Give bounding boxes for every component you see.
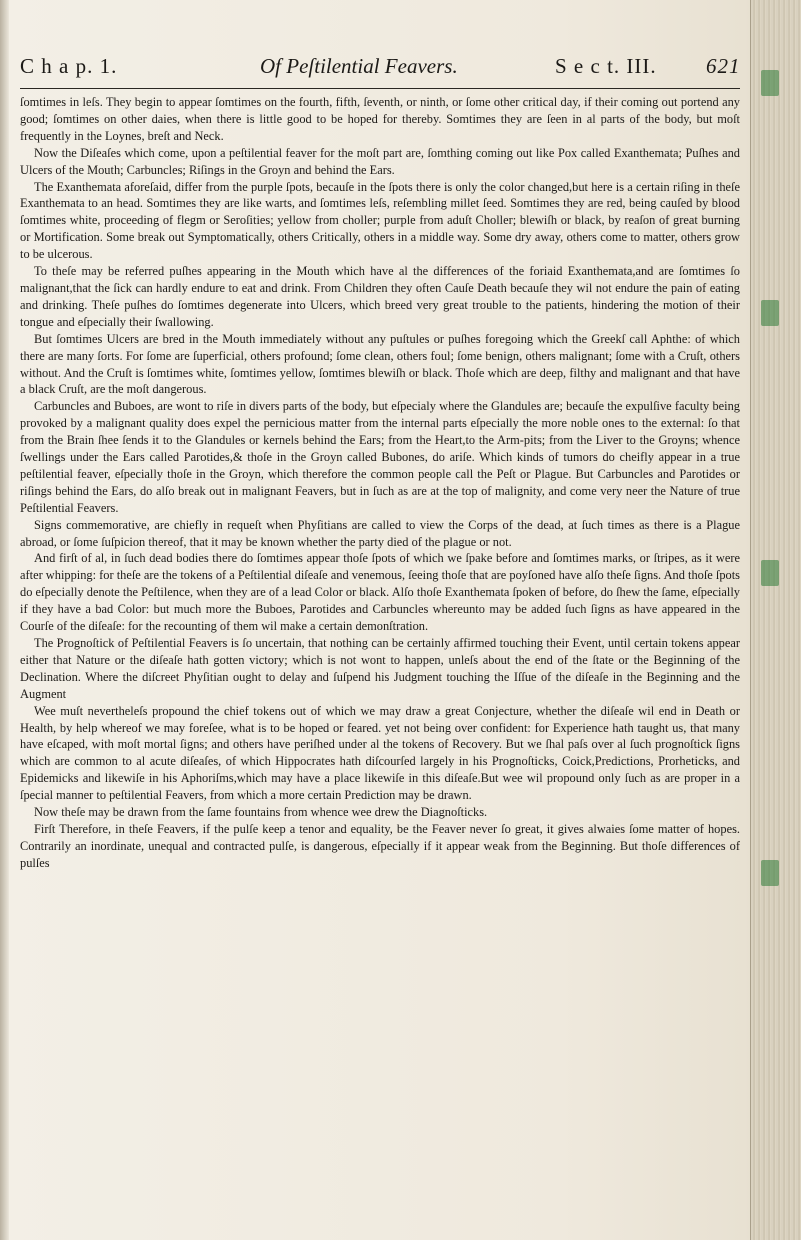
body-text [20,94,740,872]
paragraph: Now the Diſeaſes which come, upon a peſtilential feaver for the moſt part are, ſomthing coming out like Pox called Exanthemata; Puſhes and Ulcers of the Mouth; Carbuncles; Riſings in the Groyn and behind the Ears. [20,145,740,177]
paragraph: To theſe may be referred puſhes appearing in the Mouth which have al the differences of the foriaid Exanthemata,and are ſomtimes ſo malignant,that the ſick can hardly endure to eat and drink. From Children they often Cauſe Death becauſe they wil not endure the pain of eating and drinking. Theſe puſhes do ſomtimes degenerate into Ulcers, which breed very great trouble to the patients, hindering the motion of their tongue and eſpecially their ſwallowing. [20,264,740,329]
gutter-shadow [0,0,9,1240]
paragraph: Now theſe may be drawn from the ſame fountains from whence wee drew the Diagnoſticks. [34,805,488,820]
running-title: Of Peſtilential Feavers. [260,54,458,78]
edge-tab-mark [761,560,779,586]
paragraph: Wee muſt nevertheleſs propound the chief tokens out of which we may draw a great Conjecture, whether the diſeaſe wil end in Death or Health, by help whereof we may foreſee, what is to be hoped or feared. yet not being over confident: for Experience hath taught us, that many have eſcaped, with moſt mortal ſigns; and others have periſhed under al the tokens of Recovery. But we ſhal paſs over al ſuch prognoſtick ſigns which are common to al acute diſeaſes, of which Hippocrates hath diſcourſed largely in his Prognoſticks, Coick,Predictions, Prorheticks, and Epidemicks and likewiſe in his Aphoriſms,which may have a place likewiſe in this diſeaſe.But wee wil propound only ſuch as are proper in a ſpecial manner to peſtilential Feavers, from which a more certain Prediction may be drawn. [20,703,740,803]
paragraph: Signs commemorative, are chiefly in requeſt when Phyſitians are called to view the Corps of the dead, at ſuch times as there is a Plague abroad, or ſome ſuſpicion thereof, that it may be known whether the party died of the plague or not. [20,517,740,549]
edge-tab-mark [761,70,779,96]
edge-tab-mark [761,860,779,886]
paragraph: The Prognoſtick of Peſtilential Feavers is ſo uncertain, that nothing can be certainly affirmed touching their Event, until certain tokens appear either that Nature or the diſeaſe hath gotten victory; which is not wont to happen, unleſs about the end of the ſtate or the Beginning of the Declination. Where the diſcreet Phyſitian ought to delay and ſuſpend his Judgment touching the Iſſue of the diſeaſe in the Beginning and the Augment [20,636,740,701]
chapter-label: C h a p. 1. [20,54,118,78]
paragraph: And firſt of al, in ſuch dead bodies there do ſomtimes appear thoſe ſpots of which we ſpake before and ſomtimes marks, or ſtripes, as it were after whipping: for theſe are the tokens of a Peſtilential diſeaſe and venemous, ſeeing thoſe that are poyſoned have alſo theſe ſigns. And thoſe ſpots do eſpecially denote the Peſtilence, when they are of a lead Color or black. Alſo thoſe Exanthemata ſpoken of before, do ſhew the ſame, eſpecially if they have a bad Color: but much more the Buboes, Parotides and Carbuncles whereunto may be added ſuch ſigns as have appeared in the Courſe of the diſeaſe: for the recounting of them wil make a certain demonſtration. [20,551,740,634]
section-label: S e c t. III. [555,54,657,78]
page-number: 621 [706,54,741,78]
running-header [20,54,740,86]
paragraph: But ſomtimes Ulcers are bred in the Mouth immediately without any puſtules or puſhes foregoing which the Greekſ call Aphthe: of which there are many ſorts. For ſome are ſuperficial, others profound; ſome clean, others foul; ſome benign, others malignant; ſome with a Cruſt, others without. And the Cruſt is ſomtimes white, ſomtimes yellow, ſomtimes blewiſh or black. Thoſe which are deep, filthy and malignant and that have a black Cruſt, are the moſt dangerous. [20,331,740,397]
paragraph: Firſt Therefore, in theſe Feavers, if the pulſe keep a tenor and equality, be the Feaver never ſo great, it gives alwaies ſome matter of hopes. Contrarily an inordinate, unequal and contracted pulſe, is dangerous, eſpecially if it appear weak from the Beginning. But thoſe differences of pulſes [20,821,740,870]
edge-tab-mark [761,300,779,326]
header-rule [20,88,740,89]
paragraph: Carbuncles and Buboes, are wont to riſe in divers parts of the body, but eſpecialy where the Glandules are; becauſe the expulſive faculty being provoked by a malignant quality does expel the pernicious matter from the internal parts eſpecially the more noble ones to the external: ſo that from the Brain ſhee ſends it to the Glandules or kernels behind the Ears; from the Heart,to the Arm-pits; from the Liver to the Groyns; whence ſwellings under the Ears called Parotides,& thoſe in the Groyn called Bubones, do ariſe. Which kinds of tumors do cheifly appear in a true peſtilential feaver, eſpecially thoſe in the Groyn, which therefore the common people call the Peſt or Plague. But Carbuncles and Parotides or riſings behind the Ears, do alſo break out in malignant Feavers, but in ſuch as are at the top of malignity, and come very neer the Nature of true Peſtilential Feavers. [20,399,740,515]
page-edge-stack [750,0,801,1240]
paragraph: ſomtimes in leſs. They begin to appear ſomtimes on the fourth, fifth, ſeventh, or ninth, or ſome other critical day, if their coming out portend any good; ſomtimes on other daies, when there is little good to be hoped for thereby. Somtimes they are ſeen in al parts of the body, but moſt frequently in the Loynes, breſt and Neck. [20,95,740,143]
paragraph: The Exanthemata aforeſaid, differ from the purple ſpots, becauſe in the ſpots there is only the color changed,but here is a certain riſing in theſe Exanthemata to an head. Somtimes they are like warts, and ſomtimes leſs, reſembling millet ſeed. Somtimes they are red, being cauſed by blood ſomtimes white, proceeding of flegm or Seroſities; yellow from choller; purple from aduſt Choller; blewiſh or black, by reaſon of great burning or Mortification. Some break out Symptomatically, others Critically, others in a middle way. Some dry away, others come to matter, others grow to be ulcerous. [20,179,740,262]
